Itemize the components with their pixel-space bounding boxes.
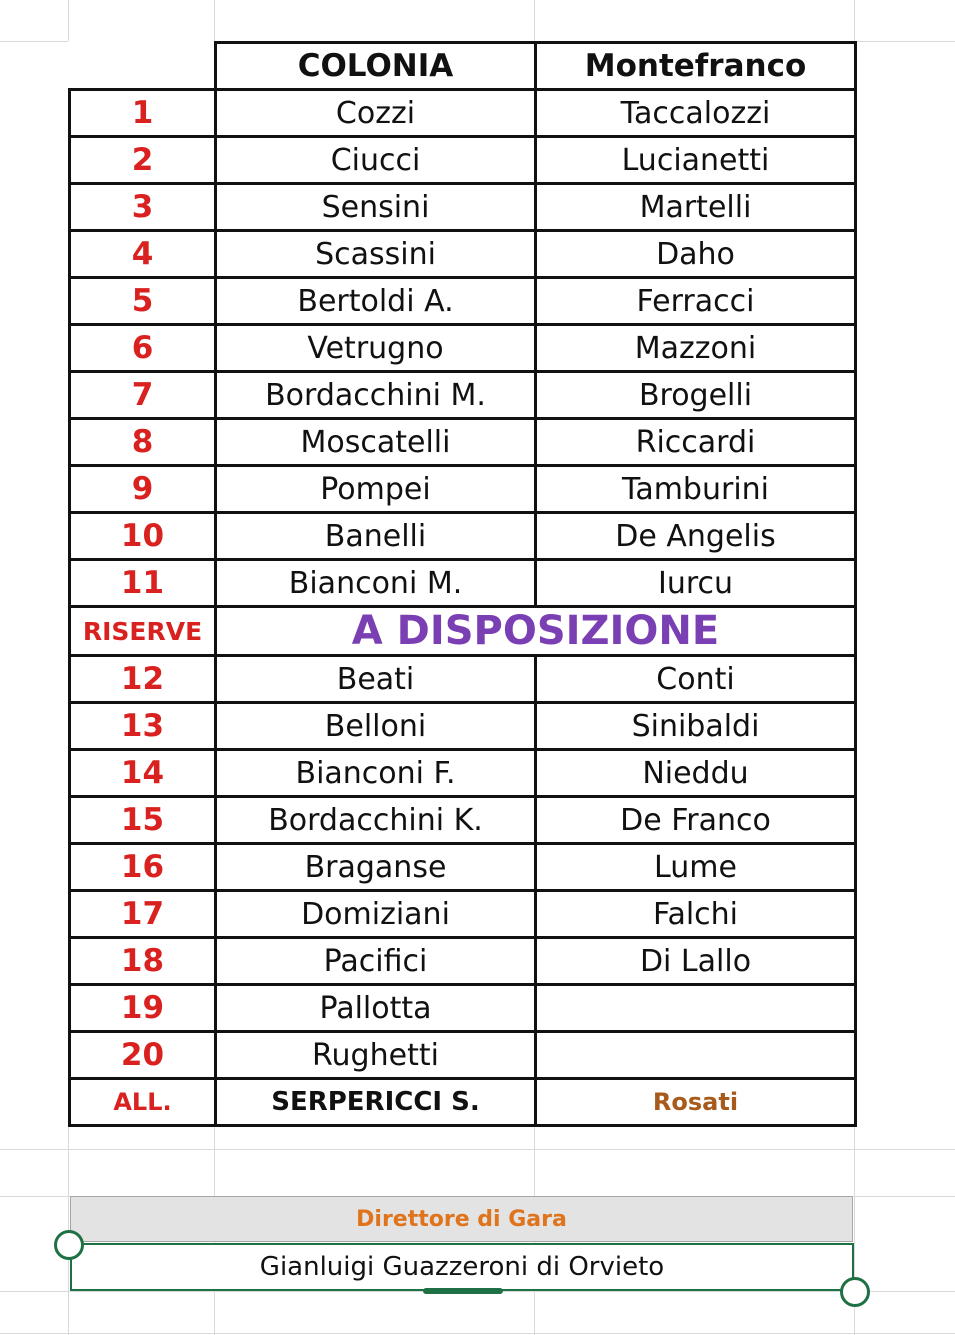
player-row [70, 278, 856, 325]
player-right[interactable]: Riccardi [536, 419, 856, 466]
player-number[interactable]: 10 [70, 513, 216, 560]
player-left[interactable]: Braganse [216, 844, 536, 891]
player-number[interactable]: 13 [70, 703, 216, 750]
player-right[interactable]: Daho [536, 231, 856, 278]
player-row [70, 750, 856, 797]
selection-resize-bar[interactable] [423, 1288, 503, 1294]
player-number[interactable]: 4 [70, 231, 216, 278]
player-left[interactable]: Sensini [216, 184, 536, 231]
player-row [70, 560, 856, 607]
player-right[interactable]: Martelli [536, 184, 856, 231]
player-row [70, 513, 856, 560]
player-number[interactable]: 18 [70, 938, 216, 985]
player-row [70, 137, 856, 184]
player-right[interactable]: Tamburini [536, 466, 856, 513]
player-number[interactable]: 9 [70, 466, 216, 513]
player-left[interactable]: Pacifici [216, 938, 536, 985]
player-right[interactable]: Iurcu [536, 560, 856, 607]
player-left[interactable]: Pompei [216, 466, 536, 513]
player-row [70, 844, 856, 891]
player-row [70, 703, 856, 750]
player-left[interactable]: Bertoldi A. [216, 278, 536, 325]
player-row [70, 419, 856, 466]
a-disposizione-title[interactable]: A DISPOSIZIONE [216, 607, 856, 656]
coach-left[interactable]: SERPERICCI S. [216, 1079, 536, 1126]
player-number[interactable]: 19 [70, 985, 216, 1032]
player-row [70, 938, 856, 985]
player-right[interactable]: Brogelli [536, 372, 856, 419]
player-number[interactable]: 8 [70, 419, 216, 466]
riserve-label[interactable]: RISERVE [70, 607, 216, 656]
player-left[interactable]: Rughetti [216, 1032, 536, 1079]
coach-row [70, 1079, 856, 1126]
referee-name-cell[interactable]: Gianluigi Guazzeroni di Orvieto [70, 1243, 854, 1291]
coach-label[interactable]: ALL. [70, 1079, 216, 1126]
player-number[interactable]: 11 [70, 560, 216, 607]
player-number[interactable]: 12 [70, 656, 216, 703]
roster-table [68, 41, 857, 1127]
player-number[interactable]: 6 [70, 325, 216, 372]
player-right[interactable]: De Angelis [536, 513, 856, 560]
player-number[interactable]: 3 [70, 184, 216, 231]
player-right[interactable]: Falchi [536, 891, 856, 938]
referee-title[interactable]: Direttore di Gara [70, 1196, 853, 1242]
player-left[interactable]: Bordacchini M. [216, 372, 536, 419]
player-row [70, 231, 856, 278]
player-left[interactable]: Bianconi F. [216, 750, 536, 797]
player-row [70, 325, 856, 372]
corner-cell[interactable] [70, 43, 216, 90]
player-number[interactable]: 7 [70, 372, 216, 419]
player-right[interactable]: Ferracci [536, 278, 856, 325]
player-left[interactable]: Moscatelli [216, 419, 536, 466]
player-right[interactable]: Lucianetti [536, 137, 856, 184]
player-right[interactable]: Conti [536, 656, 856, 703]
player-number[interactable]: 20 [70, 1032, 216, 1079]
selection-handle-right[interactable] [840, 1277, 870, 1307]
player-row [70, 891, 856, 938]
selection-handle-left[interactable] [54, 1230, 84, 1260]
player-row [70, 372, 856, 419]
player-row [70, 985, 856, 1032]
player-right[interactable]: Lume [536, 844, 856, 891]
player-left[interactable]: Domiziani [216, 891, 536, 938]
player-left[interactable]: Scassini [216, 231, 536, 278]
player-left[interactable]: Ciucci [216, 137, 536, 184]
player-right[interactable]: Mazzoni [536, 325, 856, 372]
player-left[interactable]: Bianconi M. [216, 560, 536, 607]
reserves-header-row [70, 607, 856, 656]
player-number[interactable]: 2 [70, 137, 216, 184]
player-number[interactable]: 1 [70, 90, 216, 137]
player-right[interactable]: Nieddu [536, 750, 856, 797]
player-right[interactable] [536, 1032, 856, 1079]
player-left[interactable]: Beati [216, 656, 536, 703]
player-number[interactable]: 17 [70, 891, 216, 938]
player-left[interactable]: Belloni [216, 703, 536, 750]
player-right[interactable]: De Franco [536, 797, 856, 844]
team-right-header[interactable]: Montefranco [536, 43, 856, 90]
player-right[interactable] [536, 985, 856, 1032]
starters-section [70, 90, 856, 607]
player-left[interactable]: Bordacchini K. [216, 797, 536, 844]
player-right[interactable]: Sinibaldi [536, 703, 856, 750]
player-number[interactable]: 14 [70, 750, 216, 797]
player-row [70, 797, 856, 844]
reserves-section [70, 656, 856, 1079]
header-row [70, 43, 856, 90]
player-left[interactable]: Cozzi [216, 90, 536, 137]
player-row [70, 1032, 856, 1079]
player-row [70, 656, 856, 703]
player-number[interactable]: 16 [70, 844, 216, 891]
player-left[interactable]: Pallotta [216, 985, 536, 1032]
player-number[interactable]: 5 [70, 278, 216, 325]
player-row [70, 466, 856, 513]
coach-right[interactable]: Rosati [536, 1079, 856, 1126]
player-number[interactable]: 15 [70, 797, 216, 844]
player-left[interactable]: Vetrugno [216, 325, 536, 372]
player-row [70, 90, 856, 137]
player-right[interactable]: Di Lallo [536, 938, 856, 985]
team-left-header[interactable]: COLONIA [216, 43, 536, 90]
player-left[interactable]: Banelli [216, 513, 536, 560]
player-row [70, 184, 856, 231]
player-right[interactable]: Taccalozzi [536, 90, 856, 137]
